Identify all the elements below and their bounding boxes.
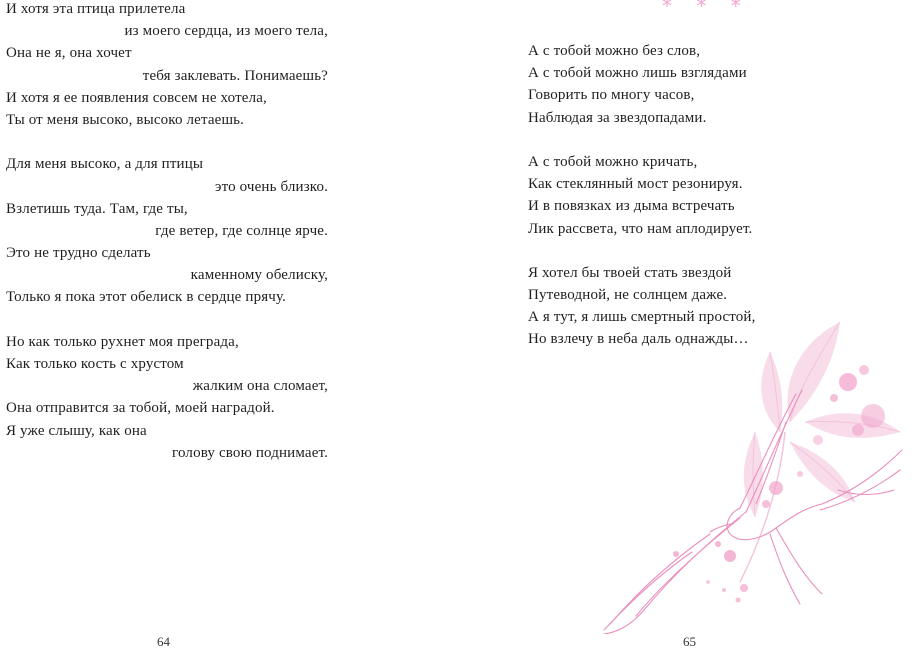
poem-line: каменному обелиску, <box>190 267 328 284</box>
poem-line: Но как только рухнет моя преграда, <box>6 333 239 350</box>
left-page <box>0 0 440 648</box>
poem-line: Я уже слышу, как она <box>6 422 147 439</box>
page-number-left: 64 <box>157 634 170 649</box>
poem-line: Ты от меня высоко, высоко летаешь. <box>6 111 245 128</box>
poem-line: Путеводной, не солнцем даже. <box>528 287 728 304</box>
poem-line: И в повязках из дыма встречать <box>528 198 735 215</box>
stanza-gap <box>528 129 858 151</box>
page-number-right: 65 <box>683 634 696 649</box>
left-poem <box>6 0 328 464</box>
poem-line: Только я пока этот обелиск в сердце прячу. <box>6 289 287 306</box>
poem-line: Наблюдая за звездопадами. <box>528 109 707 126</box>
poem-line: Но взлечу в неба даль однажды… <box>528 331 749 348</box>
stanza-gap <box>6 131 328 153</box>
poem-line: А я тут, я лишь смертный простой, <box>528 309 756 326</box>
poem-line: Лик рассвета, что нам аплодирует. <box>528 220 753 237</box>
poem-line: Говорить по многу часов, <box>528 87 695 104</box>
stanza-gap <box>528 240 858 262</box>
poem-line: где ветер, где солнце ярче. <box>155 222 328 239</box>
poem-line: Она отправится за тобой, моей наградой. <box>6 400 275 417</box>
stanza-gap <box>6 309 328 331</box>
poem-line: Она не я, она хочет <box>6 45 132 62</box>
poem-line: Взлетишь туда. Там, где ты, <box>6 200 188 217</box>
poem-line: тебя заклевать. Понимаешь? <box>142 67 328 84</box>
poem-line: А с тобой можно кричать, <box>528 153 698 170</box>
poem-line: голову свою поднимает. <box>172 444 328 461</box>
poem-line: Я хотел бы твоей стать звездой <box>528 264 732 281</box>
poem-line: Как стеклянный мост резонируя. <box>528 176 743 193</box>
poem-line: из моего сердца, из моего тела, <box>124 23 328 40</box>
poem-line: Как только кость с хрустом <box>6 356 184 372</box>
poem-line: А с тобой можно без слов, <box>528 43 701 59</box>
poem-line: это очень близко. <box>215 178 328 195</box>
poem-line: И хотя я ее появления совсем не хотела, <box>6 89 267 106</box>
swallow-bird-with-leaves-illustration <box>590 312 912 634</box>
poem-line: А с тобой можно лишь взглядами <box>528 65 747 82</box>
poem-line: Для меня высоко, а для птицы <box>6 156 204 173</box>
poem-line: жалким она сломает, <box>192 378 328 395</box>
section-ornament-stars: * * * <box>662 0 750 18</box>
right-poem <box>528 40 858 351</box>
poem-line: И хотя эта птица прилетела <box>6 1 186 17</box>
poem-line: Это не трудно сделать <box>6 245 151 262</box>
